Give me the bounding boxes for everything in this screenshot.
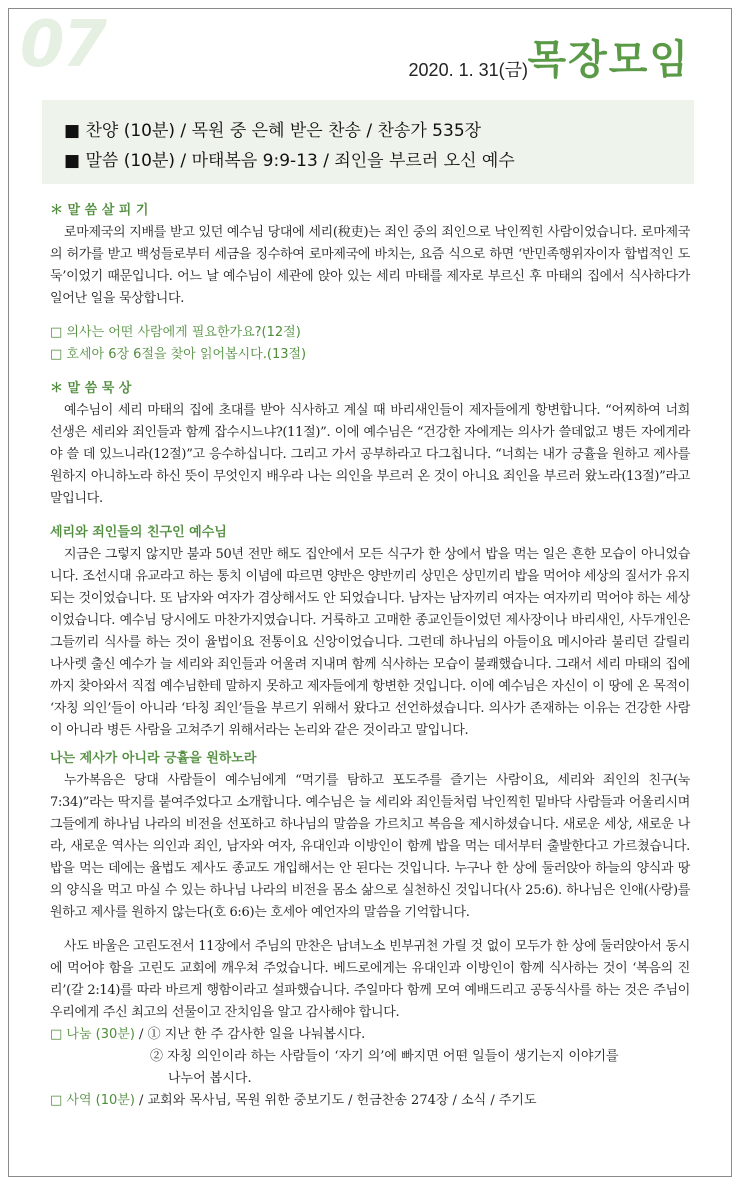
ministry-label: □ 사역 (10분) xyxy=(50,1093,135,1108)
share-item-2-cont: 나누어 봅시다. xyxy=(168,1071,252,1086)
summary-praise: ■ 찬양 (10분) / 목원 중 은혜 받은 찬송 / 찬송가 535장 xyxy=(64,121,482,141)
share-separator: / xyxy=(134,1027,148,1042)
ministry-text: / 교회와 목사님, 목원 위한 중보기도 / 헌금찬송 274장 / 소식 / 주기도 xyxy=(134,1093,537,1108)
ministry-row xyxy=(50,1090,690,1112)
main-content xyxy=(50,200,690,1112)
page-number: 07 xyxy=(20,8,106,82)
section-heading-friend: 세리와 죄인들의 친구인 예수님 xyxy=(50,525,227,540)
share-item-1: ① 지난 한 주 감사한 일을 나눠봅시다. xyxy=(147,1027,366,1042)
section-heading-meditate: ＊ 말 씀 묵 상 xyxy=(50,381,132,396)
summary-box xyxy=(42,100,694,184)
paragraph-mercy-1: 누가복음은 당대 사람들이 예수님에게 “먹기를 탐하고 포도주를 즐기는 사람이요, 세리와 죄인의 친구(눅 7:34)”라는 딱지를 붙여주었다고 소개합니다. 예수님은 늘 세리와 죄인들처럼 낙인찍힌 밑바닥 사람들과 어울리시며 그들에게 하나님 나라의 비전을 선포하고 하나님의 말씀을 가르치고 복음을 제시하셨습니다. 새로운 세상, 새로운 나라, 새로운 역사는 의인과 죄인, 남자와 여자, 유대인과 이방인이 함께 밥을 먹는 데서부터 출발한다고 가르쳤습니다. 밥을 먹는 데에는 율법도 제사도 종교도 개입해서는 안 된다는 것입니다. 누구나 한 상에 둘러앉아 하늘의 양식과 땅의 양식을 먹고 마실 수 있는 하나님 나라의 비전을 몸소 삶으로 실천하신 것입니다(사 25:6). 하나님은 인애(사랑)를 원하고 제사를 원하지 않는다(호 6:6)는 호세아 예언자의 말씀을 기억합니다. xyxy=(50,773,690,920)
paragraph-mercy-2: 사도 바울은 고린도전서 11장에서 주님의 만찬은 남녀노소 빈부귀천 가릴 것 없이 모두가 한 상에 둘러앉아서 동시에 먹어야 함을 고린도 교회에 깨우쳐 주었습니다. 베드로에게는 유대인과 이방인이 함께 식사하는 것이 ‘복음의 진리’(갈 2:14)를 따라 바르게 행함이라고 설파했습니다. 주일마다 함께 모여 예배드리고 공동식사를 하는 것은 주님이 우리에게 주신 최고의 선물이고 잔치임을 알고 감사해야 합니다. xyxy=(50,939,690,1020)
section-heading-look: ＊ 말 씀 살 피 기 xyxy=(50,203,149,218)
share-item-2: ② 자칭 의인이라 하는 사람들이 ‘자기 의’에 빠지면 어떤 일들이 생기는지 이야기를 xyxy=(150,1049,619,1064)
paragraph-look: 로마제국의 지배를 받고 있던 예수님 당대에 세리(稅吏)는 죄인 중의 죄인으로 낙인찍힌 사람이었습니다. 로마제국의 허가를 받고 백성들로부터 세금을 징수하여 로마제국에 바치는, 요즘 식으로 하면 ‘반민족행위자이자 합법적인 도둑’이었기 때문입니다. 어느 날 예수님이 세관에 앉아 있는 세리 마태를 제자로 부르신 후 마태의 집에서 식사하다가 일어난 일을 묵상합니다. xyxy=(50,225,690,306)
share-row xyxy=(50,1024,690,1046)
section-heading-mercy: 나는 제사가 아니라 긍휼을 원하노라 xyxy=(50,751,257,766)
page-title: 목장모임 xyxy=(527,37,690,83)
share-label: □ 나눔 (30분) xyxy=(50,1027,135,1042)
question-2: □ 호세아 6장 6절을 찾아 읽어봅시다.(13절) xyxy=(50,347,307,362)
summary-word: ■ 말씀 (10분) / 마태복음 9:9-13 / 죄인을 부르러 오신 예수 xyxy=(64,151,515,171)
question-1: □ 의사는 어떤 사람에게 필요한가요?(12절) xyxy=(50,325,301,340)
paragraph-meditate: 예수님이 세리 마태의 집에 초대를 받아 식사하고 계실 때 바리새인들이 제자들에게 항변합니다. “어찌하여 너희 선생은 세리와 죄인들과 함께 잡수시느냐?(11절)”. 이에 예수님은 “건강한 자에게는 의사가 쓸데없고 병든 자에게라야 쓸 데 있느니라(12절)”고 응수하십니다. 그리고 가서 공부하라고 다그칩니다. “너희는 내가 긍휼을 원하고 제사를 원하지 아니하노라 하신 뜻이 무엇인지 배우라 나는 의인을 부르러 온 것이 아니요 죄인을 부르러 왔노라(13절)”라고 말입니다. xyxy=(50,403,690,506)
paragraph-friend: 지금은 그렇지 않지만 불과 50년 전만 해도 집안에서 모든 식구가 한 상에서 밥을 먹는 일은 흔한 모습이 아니었습니다. 조선시대 유교라고 하는 통치 이념에 따르면 양반은 양반끼리 상민은 상민끼리 밥을 먹어야 세상의 질서가 유지되는 것이었습니다. 또 남자와 여자가 겸상해서도 안 되었습니다. 남자는 남자끼리 여자는 여자끼리 먹어야 하는 세상이었습니다. 예수님 당시에도 마찬가지였습니다. 거룩하고 고매한 종교인들이었던 제사장이나 바리새인, 사두개인은 그들끼리 식사를 하는 것이 율법이요 전통이요 신앙이었습니다. 그런데 하나님의 아들이요 메시아라 불리던 갈릴리 나사렛 출신 예수가 늘 세리와 죄인들과 어울려 지내며 함께 식사하는 모습이 불쾌했습니다. 그래서 세리 마태의 집에까지 찾아와서 직접 예수님한테 말하지 못하고 제자들에게 항변한 것입니다. 이에 예수님은 자신이 이 땅에 온 목적이 ‘자칭 의인’들이 아니라 ‘타칭 죄인’들을 부르기 위해서 왔다고 선언하셨습니다. 의사가 존재하는 이유는 건강한 사람이 아니라 병든 사람을 고쳐주기 위해서라는 논리와 같은 것이라고 말입니다. xyxy=(50,547,690,738)
meeting-date: 2020. 1. 31(금) xyxy=(408,60,528,80)
